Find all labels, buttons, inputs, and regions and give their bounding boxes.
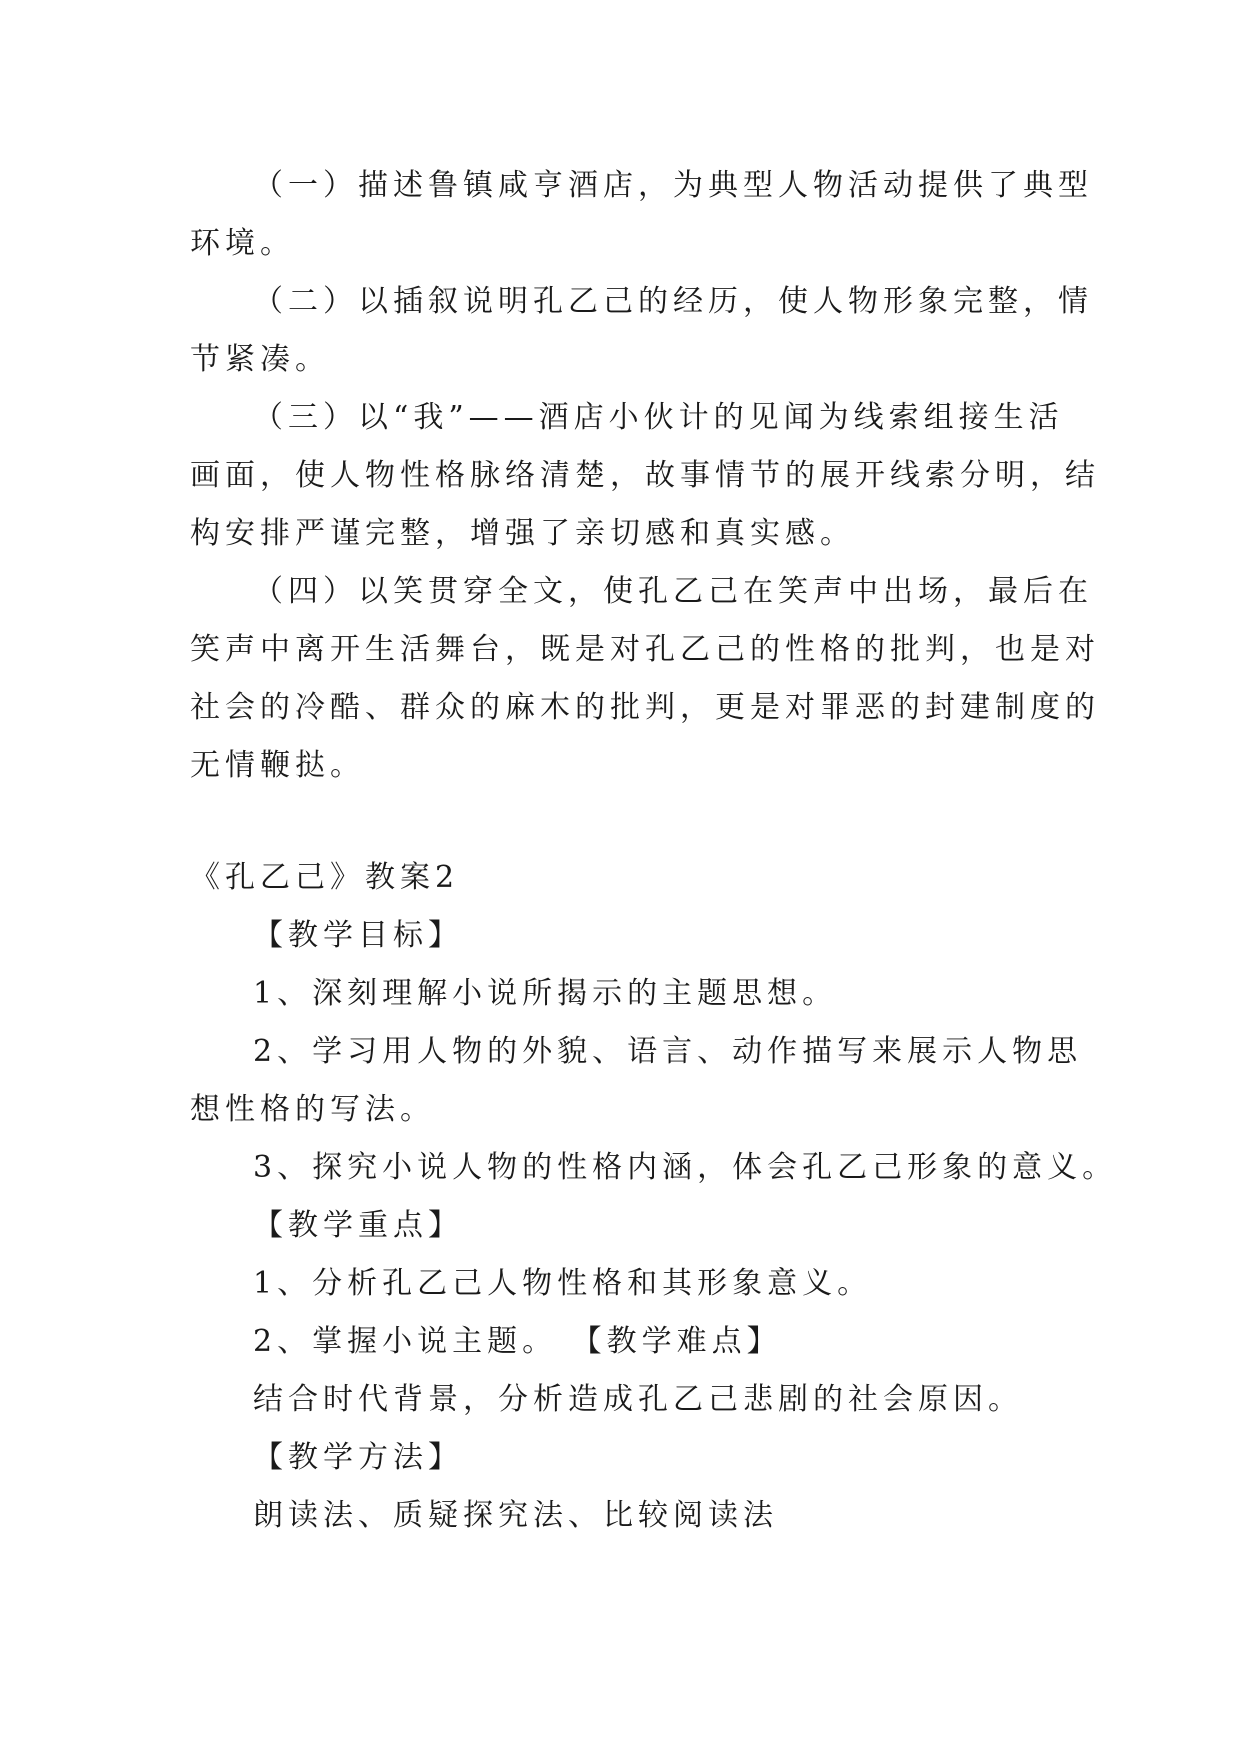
paragraph-4-line-3: 社会的冷酷、群众的麻木的批判，更是对罪恶的封建制度的 <box>190 690 1100 725</box>
paragraph-4-line-4: 无情鞭挞。 <box>190 748 365 783</box>
paragraph-4-line-2: 笑声中离开生活舞台，既是对孔乙己的性格的批判，也是对 <box>190 632 1100 667</box>
key-point-2-with-difficulty-heading: 2、掌握小说主题。 【教学难点】 <box>253 1324 782 1359</box>
paragraph-3-line-2: 画面，使人物性格脉络清楚，故事情节的展开线索分明，结 <box>190 458 1100 493</box>
teaching-methods-text: 朗读法、质疑探究法、比较阅读法 <box>253 1498 778 1533</box>
paragraph-2-line-1: （二）以插叙说明孔乙己的经历，使人物形象完整，情 <box>253 284 1093 319</box>
goal-item-3: 3、探究小说人物的性格内涵，体会孔乙己形象的意义。 <box>253 1150 1118 1185</box>
teaching-key-points-heading: 【教学重点】 <box>253 1208 463 1243</box>
goal-item-2-line-2: 想性格的写法。 <box>190 1092 435 1127</box>
paragraph-4-line-1: （四）以笑贯穿全文，使孔乙己在笑声中出场，最后在 <box>253 574 1093 609</box>
teaching-goals-heading: 【教学目标】 <box>253 918 463 953</box>
paragraph-2-line-2: 节紧凑。 <box>190 342 330 377</box>
paragraph-3-line-1: （三）以“我”——酒店小伙计的见闻为线索组接生活 <box>253 400 1064 435</box>
teaching-difficulty-text: 结合时代背景，分析造成孔乙己悲剧的社会原因。 <box>253 1382 1023 1417</box>
key-point-1: 1、分析孔乙己人物性格和其形象意义。 <box>253 1266 873 1301</box>
goal-item-1: 1、深刻理解小说所揭示的主题思想。 <box>253 976 838 1011</box>
paragraph-1-line-2: 环境。 <box>190 226 295 261</box>
paragraph-3-line-3: 构安排严谨完整，增强了亲切感和真实感。 <box>190 516 855 551</box>
goal-item-2-line-1: 2、学习用人物的外貌、语言、动作描写来展示人物思 <box>253 1034 1083 1069</box>
paragraph-1-line-1: （一）描述鲁镇咸亨酒店，为典型人物活动提供了典型 <box>253 168 1093 203</box>
lesson-plan-title: 《孔乙己》教案2 <box>190 860 460 895</box>
teaching-methods-heading: 【教学方法】 <box>253 1440 463 1475</box>
